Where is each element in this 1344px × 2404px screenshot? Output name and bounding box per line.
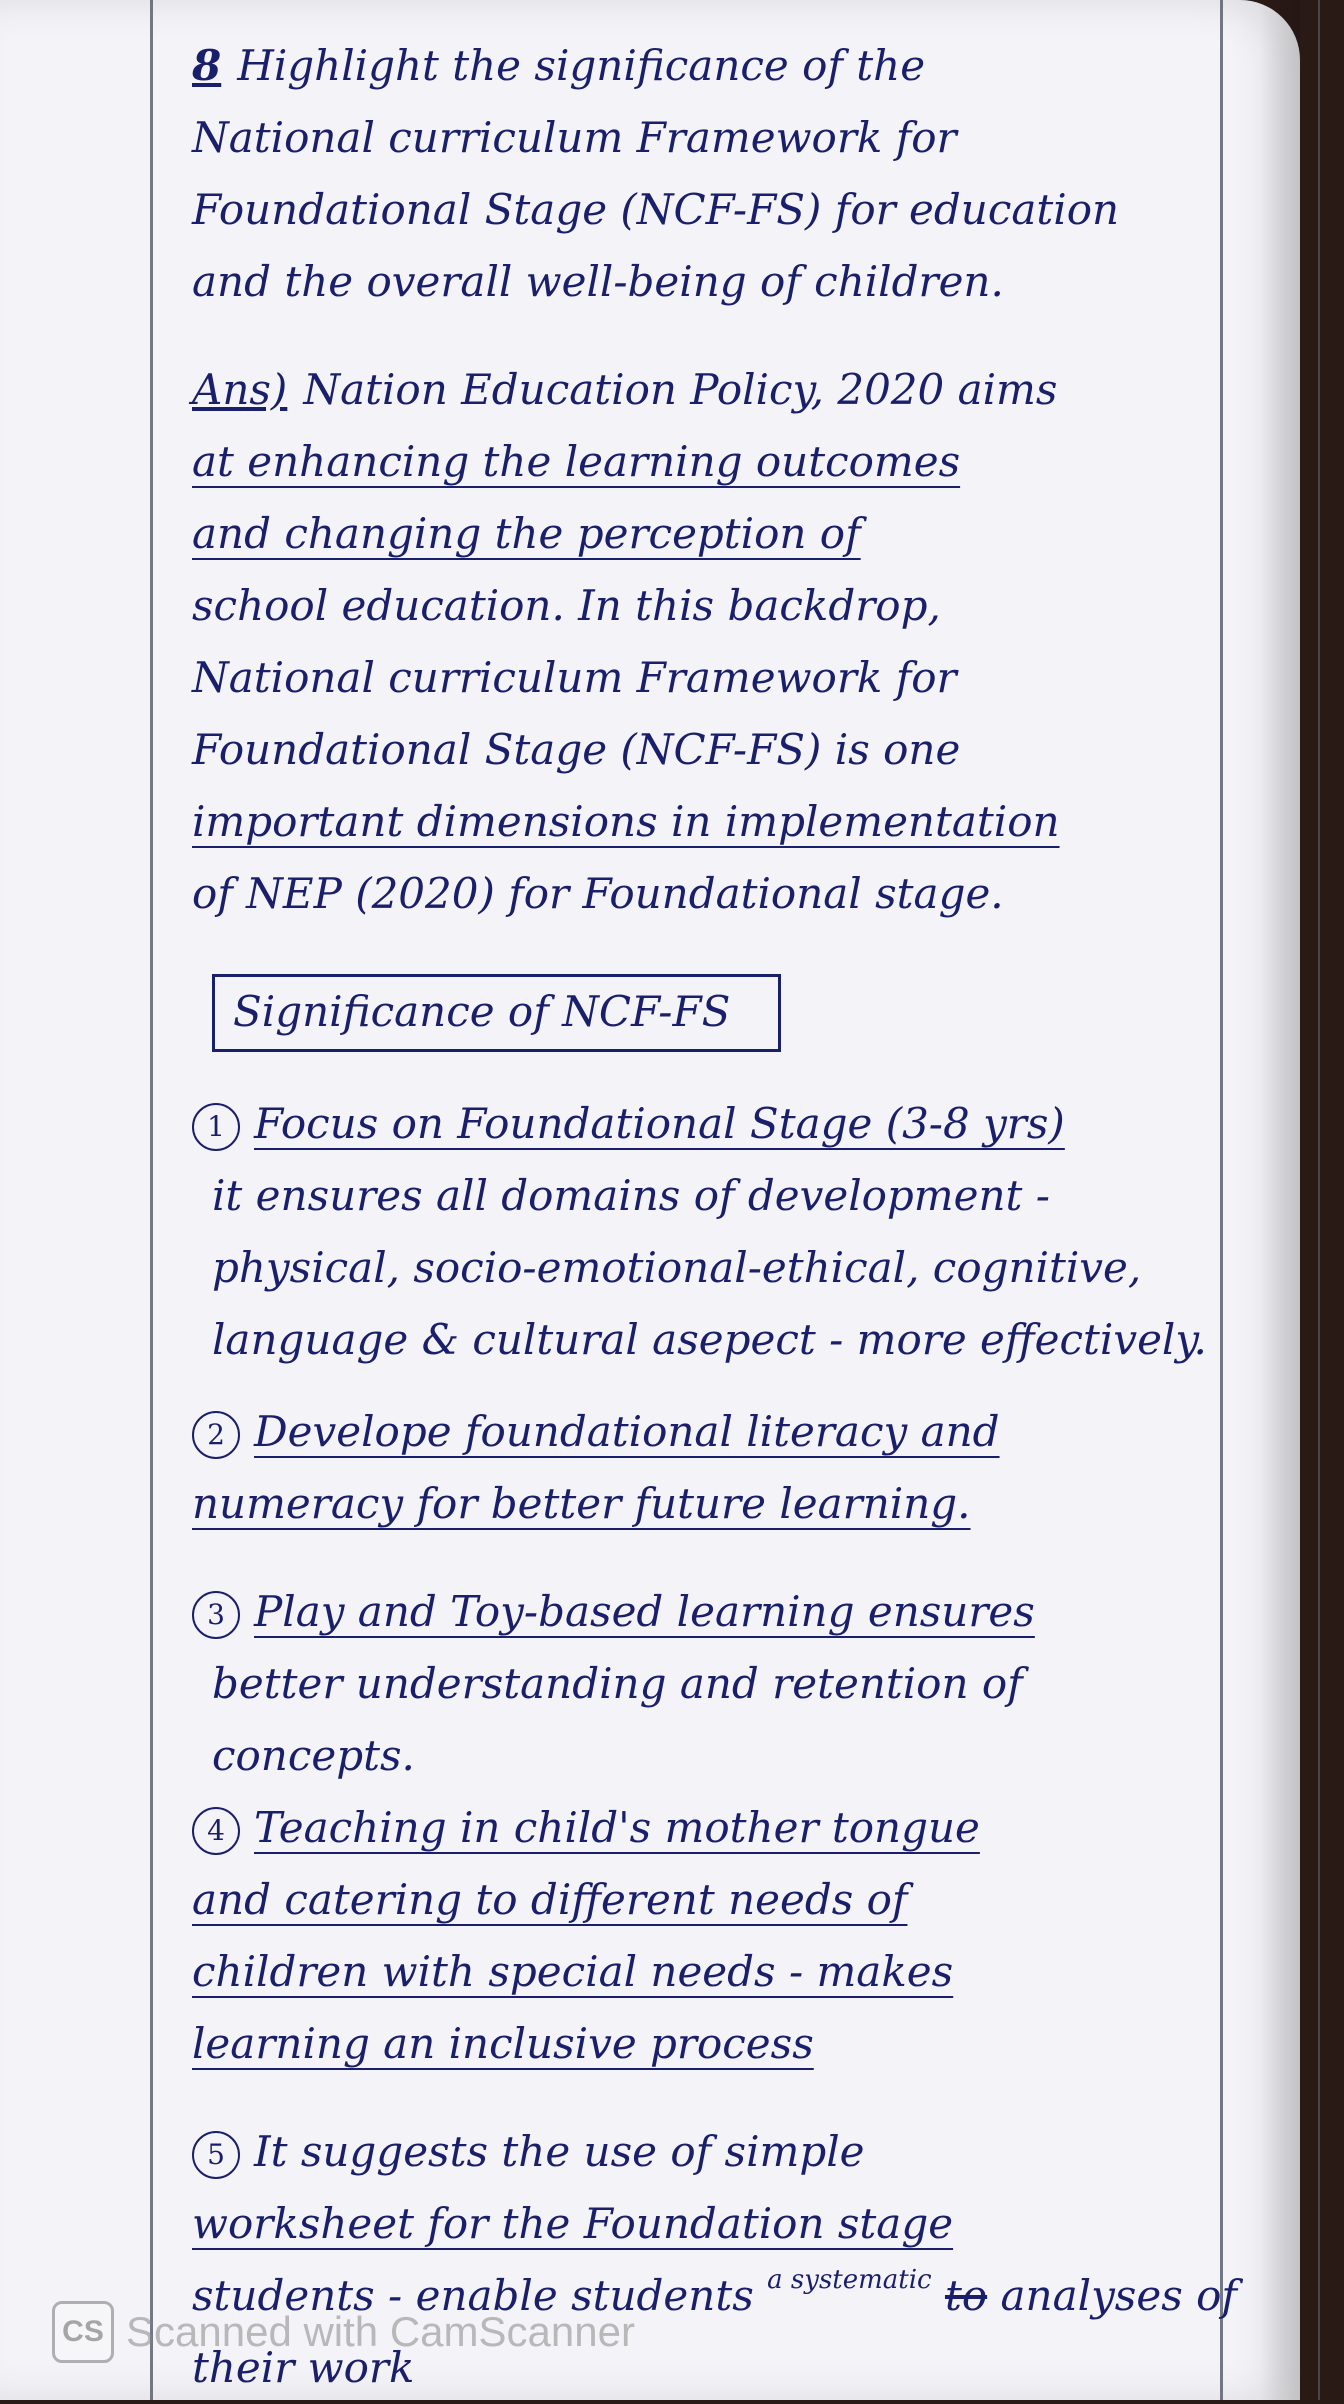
answer-line: Foundational Stage (NCF-FS) is one: [192, 725, 961, 774]
camscanner-logo-icon: CS: [52, 2301, 114, 2363]
question-line: Foundational Stage (NCF-FS) for education: [192, 185, 1120, 234]
question-line: and the overall well-being of children.: [192, 257, 1004, 306]
point-item: 4 Teaching in child's mother tongue and catering to different needs of children with special needs - makes learning an inclusive process: [192, 1803, 980, 2068]
answer-line: of NEP (2020) for Foundational stage.: [192, 869, 1004, 918]
answer-line: important dimensions in implementation: [192, 797, 1060, 846]
answer-line: National curriculum Framework for: [192, 653, 957, 702]
answer-line: school education. In this backdrop,: [192, 581, 941, 630]
point-item: 5 It suggests the use of simple worksheet for the Foundation stage students - enable students $^{a systematic}$ to analyses of their work: [192, 2127, 1237, 2392]
struck-text: to: [944, 2271, 988, 2320]
page-edge-line: [1318, 0, 1320, 2400]
answer-line: and changing the perception of: [192, 509, 861, 558]
camscanner-watermark: [52, 2302, 635, 2362]
answer-block: [192, 354, 1222, 930]
answer-line: Ans) Nation Education Policy, 2020 aims: [192, 354, 1222, 426]
section-heading-box: Significance of NCF-FS: [212, 974, 781, 1052]
point-item: 3 Play and Toy-based learning ensures better understanding and retention of concepts.: [192, 1576, 1222, 1792]
answer-label: Ans): [192, 365, 288, 414]
point-item: 1 Focus on Foundational Stage (3-8 yrs) it ensures all domains of development - physical, socio-emotional-ethical, cognitive, language & cultural asepect - more effectively.: [192, 1088, 1222, 1376]
handwritten-content: [192, 30, 1237, 2404]
watermark-text: Scanned with CamScanner: [126, 2308, 635, 2355]
margin-line-left: [150, 0, 153, 2400]
question-line: 8 Highlight the significance of the: [192, 30, 1222, 102]
point-number: 1: [192, 1103, 240, 1151]
question-number: 8: [192, 41, 222, 90]
question-block: [192, 30, 1222, 318]
point-number: 3: [192, 1591, 240, 1639]
point-number: 4: [192, 1807, 240, 1855]
answer-line: at enhancing the learning outcomes: [192, 437, 961, 486]
point-number: 2: [192, 1411, 240, 1459]
question-line: National curriculum Framework for: [192, 113, 957, 162]
point-item: 2 Develope foundational literacy and numeracy for better future learning.: [192, 1407, 1000, 1528]
point-number: 5: [192, 2131, 240, 2179]
inserted-text: a systematic: [767, 2265, 932, 2295]
